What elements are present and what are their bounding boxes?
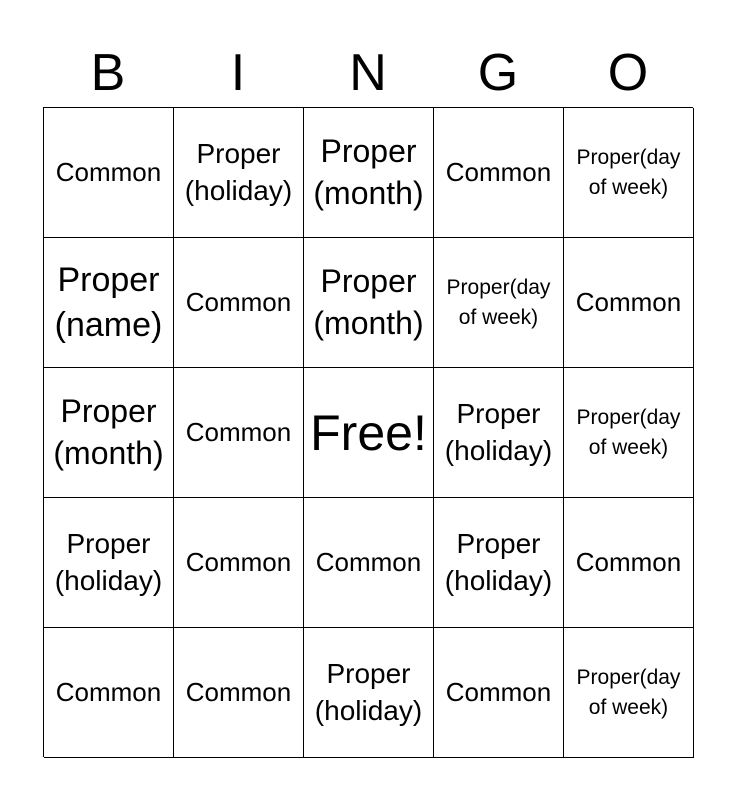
cell-label: Proper (holiday): [54, 528, 163, 596]
bingo-cell-r2c3[interactable]: [304, 238, 434, 368]
cell-label: Common: [445, 156, 552, 187]
cell-label: Proper(day of week): [576, 666, 681, 719]
cell-label: Proper (holiday): [444, 528, 553, 596]
bingo-cell-r1c4[interactable]: [434, 108, 564, 238]
cell-label: Common: [575, 286, 682, 317]
bingo-cell-r2c4[interactable]: [434, 238, 564, 368]
bingo-cell-r4c1[interactable]: [44, 498, 174, 628]
cell-label: Proper (month): [313, 262, 424, 341]
cell-label: Proper (holiday): [314, 658, 423, 726]
bingo-cell-r5c2[interactable]: [174, 628, 304, 758]
cell-label: Proper (month): [313, 132, 424, 211]
bingo-header: [43, 40, 693, 106]
cell-label: Common: [185, 416, 292, 447]
bingo-cell-r5c3[interactable]: [304, 628, 434, 758]
bingo-cell-r3c5[interactable]: [564, 368, 694, 498]
bingo-cell-r1c2[interactable]: [174, 108, 304, 238]
bingo-cell-r4c4[interactable]: [434, 498, 564, 628]
bingo-cell-r1c3[interactable]: [304, 108, 434, 238]
bingo-cell-r2c1[interactable]: [44, 238, 174, 368]
cell-label: Proper(day of week): [446, 276, 551, 329]
bingo-cell-free[interactable]: [304, 368, 434, 498]
bingo-cell-r5c5[interactable]: [564, 628, 694, 758]
bingo-cell-r5c4[interactable]: [434, 628, 564, 758]
cell-label: Common: [185, 546, 292, 577]
header-letter-i: I: [230, 44, 246, 102]
cell-label: Proper (holiday): [184, 138, 293, 206]
header-letter-b: B: [90, 44, 126, 102]
free-space-label: Free!: [310, 404, 427, 461]
cell-label: Common: [185, 676, 292, 707]
header-letter-g: G: [477, 44, 519, 102]
bingo-cell-r4c2[interactable]: [174, 498, 304, 628]
header-letter-o: O: [607, 44, 649, 102]
cell-label: Proper (month): [53, 392, 164, 471]
cell-label: Proper (holiday): [444, 398, 553, 466]
cell-label: Common: [55, 156, 162, 187]
bingo-cell-r1c5[interactable]: [564, 108, 694, 238]
cell-label: Common: [315, 546, 422, 577]
bingo-cell-r2c2[interactable]: [174, 238, 304, 368]
bingo-cell-r1c1[interactable]: [44, 108, 174, 238]
cell-label: Common: [55, 676, 162, 707]
bingo-cell-r3c2[interactable]: [174, 368, 304, 498]
cell-label: Common: [575, 546, 682, 577]
cell-label: Proper (name): [54, 261, 163, 344]
cell-label: Proper(day of week): [576, 406, 681, 459]
bingo-cell-r4c5[interactable]: [564, 498, 694, 628]
bingo-cell-r5c1[interactable]: [44, 628, 174, 758]
header-letter-n: N: [349, 44, 387, 102]
bingo-cell-r3c4[interactable]: [434, 368, 564, 498]
cell-label: Common: [185, 286, 292, 317]
bingo-cell-r3c1[interactable]: [44, 368, 174, 498]
bingo-board: [43, 107, 693, 757]
bingo-cell-r4c3[interactable]: [304, 498, 434, 628]
cell-label: Common: [445, 676, 552, 707]
bingo-cell-r2c5[interactable]: [564, 238, 694, 368]
cell-label: Proper(day of week): [576, 146, 681, 199]
